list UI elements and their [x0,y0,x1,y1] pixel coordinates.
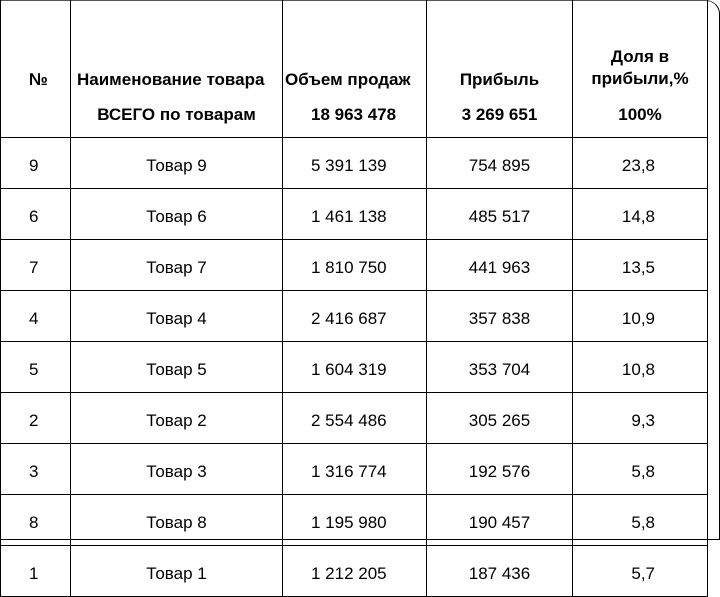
row-name: Товар 4 [71,291,283,342]
total-profit: 3 269 651 [427,93,573,138]
row-volume: 2 416 687 [283,291,427,342]
row-share: 10,8 [573,342,708,393]
header-name: Наименование товара [71,0,283,93]
table-row [1,546,708,597]
header-share: Доля в прибыли,% [573,0,708,93]
row-num: 6 [1,189,71,240]
row-name: Товар 6 [71,189,283,240]
row-profit: 357 838 [427,291,573,342]
row-name: Товар 3 [71,444,283,495]
table-row [1,342,708,393]
header-profit: Прибыль [427,0,573,93]
table-row [1,189,708,240]
row-share: 14,8 [573,189,708,240]
row-name: Товар 1 [71,546,283,597]
row-profit: 441 963 [427,240,573,291]
row-profit: 192 576 [427,444,573,495]
row-share: 5,7 [573,546,708,597]
total-label: ВСЕГО по товарам [71,93,283,138]
row-profit: 305 265 [427,393,573,444]
row-share: 5,8 [573,495,708,546]
row-share: 5,8 [573,444,708,495]
row-profit: 190 457 [427,495,573,546]
row-name: Товар 7 [71,240,283,291]
row-share: 9,3 [573,393,708,444]
header-row [1,0,708,93]
row-name: Товар 2 [71,393,283,444]
row-num: 7 [1,240,71,291]
row-share: 10,9 [573,291,708,342]
row-profit: 187 436 [427,546,573,597]
table-row [1,393,708,444]
total-num [1,93,71,138]
row-volume: 1 810 750 [283,240,427,291]
header-volume: Объем продаж [283,0,427,93]
table-row [1,495,708,546]
row-num: 3 [1,444,71,495]
row-volume: 1 316 774 [283,444,427,495]
row-num: 8 [1,495,71,546]
row-name: Товар 9 [71,138,283,189]
row-share: 13,5 [573,240,708,291]
total-volume: 18 963 478 [283,93,427,138]
row-name: Товар 8 [71,495,283,546]
header-num: № [1,0,71,93]
total-share: 100% [573,93,708,138]
table-row [1,444,708,495]
row-num: 9 [1,138,71,189]
row-profit: 485 517 [427,189,573,240]
table-row [1,240,708,291]
row-profit: 754 895 [427,138,573,189]
row-volume: 2 554 486 [283,393,427,444]
row-num: 2 [1,393,71,444]
row-profit: 353 704 [427,342,573,393]
row-volume: 1 195 980 [283,495,427,546]
table-row [1,138,708,189]
row-volume: 5 391 139 [283,138,427,189]
total-row [1,93,708,138]
row-volume: 1 461 138 [283,189,427,240]
row-num: 4 [1,291,71,342]
row-name: Товар 5 [71,342,283,393]
table-row [1,291,708,342]
row-num: 1 [1,546,71,597]
row-share: 23,8 [573,138,708,189]
row-volume: 1 604 319 [283,342,427,393]
row-num: 5 [1,342,71,393]
row-volume: 1 212 205 [283,546,427,597]
